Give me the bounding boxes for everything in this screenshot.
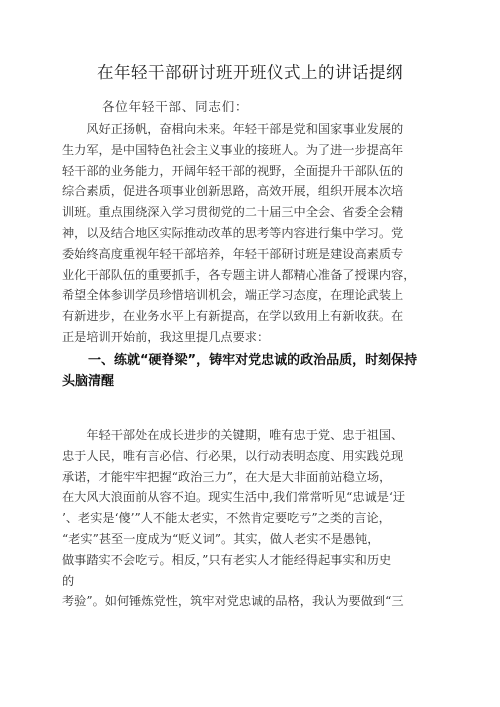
paragraph-section-1 (62, 425, 452, 612)
text-line: 生力军，是中国特色社会主义事业的接班人。为了进一步提高年 (62, 142, 404, 157)
text-line: 在大风大浪面前从容不迫。现实生活中,我们常常听见“忠诚是‘迂 (62, 490, 406, 505)
text-line: 委始终高度重视年轻干部培养，年轻干部研讨班是建设高素质专 (62, 246, 404, 261)
text-line: 忠于人民，唯有言必信、行必果，以行动表明态度、用实践兑现 (62, 448, 404, 463)
text-line: 风好正扬帆，奋楫向未来。年轻干部是党和国家事业发展的 (62, 122, 404, 136)
text-line: 的 (62, 573, 75, 588)
section-heading-1 (62, 350, 462, 392)
heading-line: 头脑清醒 (62, 374, 115, 389)
text-line: 考验”。如何锤炼党性，筑牢对党忠诚的品格，我认为要做到“三 (62, 594, 404, 609)
text-line: 承诺，才能牢牢把握“政治三力”，在大是大非面前站稳立场， (62, 469, 392, 484)
document-title: 在年轻干部研讨班开班仪式上的讲话提纲 (97, 63, 403, 82)
text-line: 业化干部队伍的重要抓手，各专题主讲人都精心准备了授课内容， (62, 267, 416, 282)
heading-line: 一、练就“硬脊梁”，铸牢对党忠诚的政治品质，时刻保持 (62, 353, 418, 368)
text-line: ’、老实是‘傻’”人不能太老实，不然肯定要吃亏”之类的言论， (62, 511, 391, 526)
text-line: 轻干部的业务能力，开阔年轻干部的视野，全面提升干部队伍的 (62, 163, 404, 178)
text-line: 综合素质，促进各项事业创新思路，高效开展，组织开展本次培 (62, 184, 404, 199)
paragraph-intro (62, 119, 452, 348)
text-line: 训班。重点围绕深入学习贯彻党的二十届三中全会、省委全会精 (62, 205, 404, 220)
text-line: “老实”甚至一度成为“贬义词”。其实，做人老实不是愚钝， (62, 531, 380, 546)
text-line: 年轻干部处在成长进步的关键期，唯有忠于党、忠于祖国、 (62, 428, 404, 442)
text-line: 希望全体参训学员珍惜培训机会，端正学习态度，在理论武装上 (62, 288, 404, 303)
text-line: 有新进步，在业务水平上有新提高，在学以致用上有新收获。在 (62, 309, 404, 324)
text-line: 神，以及结合地区实际推动改革的思考等内容进行集中学习。党 (62, 225, 404, 240)
text-line: 做事踏实不会吃亏。相反，”只有老实人才能经得起事实和历史 (62, 552, 392, 567)
salutation: 各位年轻干部、同志们： (102, 99, 249, 114)
text-line: 正是培训开始前，我这里提几点要求： (62, 329, 270, 344)
